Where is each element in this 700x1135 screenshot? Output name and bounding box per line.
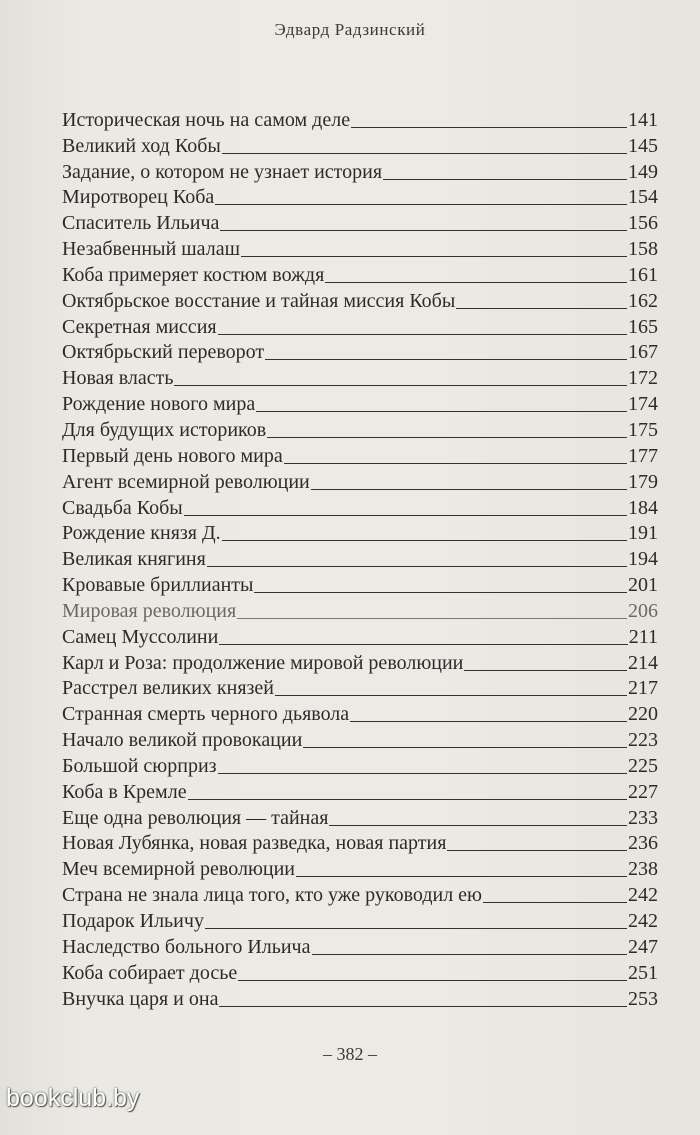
toc-entry <box>62 104 658 130</box>
toc-leader-line <box>237 618 627 619</box>
toc-entry-title: Подарок Ильичу <box>62 910 204 932</box>
toc-entry <box>62 879 658 905</box>
toc-entry-page: 217 <box>628 677 658 700</box>
toc-entry <box>62 156 658 182</box>
toc-leader-line <box>256 411 627 412</box>
toc-entry-title: Мировая революция <box>62 599 237 622</box>
toc-leader-line <box>296 876 627 877</box>
toc-entry <box>62 233 658 259</box>
toc-entry <box>62 414 658 440</box>
watermark: bookclub.by <box>6 1084 140 1112</box>
toc-entry-page: 233 <box>628 806 658 829</box>
toc-entry-title: Расстрел великих князей <box>62 677 275 700</box>
toc-entry-title: Кровавые бриллианты <box>62 574 254 597</box>
toc-entry <box>62 698 658 724</box>
toc-leader-line <box>222 153 627 154</box>
toc-entry <box>62 440 658 466</box>
toc-entry <box>62 853 658 879</box>
toc-leader-line <box>218 334 627 335</box>
toc-entry <box>62 595 658 621</box>
toc-leader-line <box>219 644 627 645</box>
toc-entry-page: 161 <box>628 263 658 286</box>
toc-leader-line <box>222 540 627 541</box>
toc-entry-title: Странная смерть черного дьявола <box>62 703 350 726</box>
table-of-contents <box>62 104 658 1009</box>
toc-entry-title: Агент всемирной революции <box>62 470 310 493</box>
toc-entry-page: 167 <box>628 341 658 364</box>
toc-entry-page: 251 <box>628 961 658 984</box>
toc-entry-page: 225 <box>628 754 658 777</box>
toc-leader-line <box>311 489 627 490</box>
toc-entry-page: 177 <box>628 444 658 467</box>
page-number: – 382 – <box>323 1044 377 1064</box>
toc-entry-title: Незабвенный шалаш <box>62 238 240 261</box>
toc-entry-page: 253 <box>628 987 658 1010</box>
toc-entry-page: 158 <box>628 238 658 261</box>
running-header-author: Эдвард Радзинский <box>274 20 426 39</box>
toc-entry-page: 194 <box>628 548 658 571</box>
toc-entry <box>62 724 658 750</box>
toc-entry <box>62 621 658 647</box>
toc-entry-page: 179 <box>628 470 658 493</box>
toc-entry-title: Меч всемирной революции <box>62 858 295 881</box>
toc-entry-title: Новая Лубянка, новая разведка, новая партия <box>62 832 447 855</box>
toc-entry-title: Начало великой провокации <box>62 729 303 752</box>
toc-entry-title: Страна не знала лица того, кто уже руководил ею <box>62 884 482 907</box>
toc-entry-page: 175 <box>628 418 658 441</box>
toc-entry <box>62 802 658 828</box>
toc-entry-title: Большой сюрприз <box>62 754 217 777</box>
toc-entry-page: 242 <box>628 884 658 907</box>
toc-entry <box>62 362 658 388</box>
toc-entry <box>62 957 658 983</box>
toc-entry-title: Спаситель Ильича <box>62 212 220 235</box>
toc-leader-line <box>464 670 627 671</box>
toc-leader-line <box>325 282 627 283</box>
toc-leader-line <box>184 515 627 516</box>
toc-entry-title: Коба примеряет костюм вождя <box>62 263 325 286</box>
toc-entry-title: Историческая ночь на самом деле <box>62 108 351 131</box>
toc-entry-page: 206 <box>628 599 658 622</box>
toc-entry-page: 238 <box>628 858 658 881</box>
toc-entry-title: Самец Муссолини <box>62 625 219 648</box>
toc-entry <box>62 311 658 337</box>
toc-leader-line <box>350 721 627 722</box>
toc-entry <box>62 828 658 854</box>
toc-entry-page: 172 <box>628 367 658 390</box>
toc-entry-title: Октябрьский переворот <box>62 341 265 364</box>
toc-entry-page: 220 <box>628 703 658 726</box>
toc-entry-title: Первый день нового мира <box>62 444 283 467</box>
toc-leader-line <box>303 747 627 748</box>
toc-entry-page: 201 <box>628 574 658 597</box>
toc-entry-title: Миротворец Коба <box>62 186 215 209</box>
toc-entry <box>62 182 658 208</box>
toc-leader-line <box>329 825 627 826</box>
toc-entry <box>62 207 658 233</box>
toc-entry-page: 156 <box>628 212 658 235</box>
toc-entry <box>62 569 658 595</box>
toc-entry-page: 149 <box>628 160 658 183</box>
toc-entry <box>62 647 658 673</box>
toc-entry-title: Задание, о котором не узнает история <box>62 160 383 183</box>
toc-entry <box>62 388 658 414</box>
toc-leader-line <box>188 799 627 800</box>
toc-entry-page: 141 <box>628 108 658 131</box>
toc-leader-line <box>483 902 627 903</box>
toc-leader-line <box>383 179 627 180</box>
toc-entry <box>62 518 658 544</box>
toc-leader-line <box>205 928 627 929</box>
toc-leader-line <box>312 954 628 955</box>
toc-entry-page: 162 <box>628 289 658 312</box>
toc-entry-page: 154 <box>628 186 658 209</box>
toc-leader-line <box>265 359 627 360</box>
toc-leader-line <box>456 308 627 309</box>
toc-entry-page: 236 <box>628 832 658 855</box>
toc-leader-line <box>284 463 627 464</box>
toc-entry-page: 145 <box>628 134 658 157</box>
toc-leader-line <box>215 204 627 205</box>
toc-entry-title: Коба собирает досье <box>62 961 238 984</box>
toc-entry-page: 211 <box>628 625 658 648</box>
toc-leader-line <box>218 773 627 774</box>
toc-entry <box>62 285 658 311</box>
toc-entry-page: 242 <box>628 910 658 932</box>
toc-entry <box>62 905 658 931</box>
toc-entry-page: 214 <box>628 651 658 674</box>
toc-entry <box>62 776 658 802</box>
toc-entry <box>62 337 658 363</box>
toc-leader-line <box>447 850 627 851</box>
toc-entry-title: Секретная миссия <box>62 315 217 338</box>
toc-leader-line <box>275 695 627 696</box>
toc-entry-title: Великая княгиня <box>62 548 206 571</box>
toc-entry <box>62 750 658 776</box>
toc-entry <box>62 931 658 957</box>
toc-entry-title: Внучка царя и она <box>62 987 219 1010</box>
toc-entry <box>62 543 658 569</box>
toc-entry-page: 191 <box>628 522 658 545</box>
toc-entry-page: 223 <box>628 729 658 752</box>
toc-leader-line <box>174 385 627 386</box>
toc-entry-title: Новая власть <box>62 367 174 390</box>
toc-entry <box>62 492 658 518</box>
toc-entry-page: 227 <box>628 780 658 803</box>
toc-entry <box>62 259 658 285</box>
toc-leader-line <box>238 980 627 981</box>
toc-entry-title: Октябрьское восстание и тайная миссия Кобы <box>62 289 456 312</box>
toc-leader-line <box>219 1006 627 1007</box>
toc-entry <box>62 130 658 156</box>
toc-leader-line <box>241 256 627 257</box>
toc-leader-line <box>220 230 627 231</box>
toc-entry-title: Для будущих историков <box>62 418 267 441</box>
toc-leader-line <box>254 592 627 593</box>
toc-entry <box>62 673 658 699</box>
toc-entry-title: Коба в Кремле <box>62 780 187 803</box>
toc-entry <box>62 983 658 1009</box>
toc-leader-line <box>207 566 627 567</box>
toc-leader-line <box>351 127 627 128</box>
toc-leader-line <box>267 437 627 438</box>
toc-entry-page: 184 <box>628 496 658 519</box>
toc-entry-title: Еще одна революция — тайная <box>62 806 329 829</box>
toc-entry-title: Рождение князя Д. <box>62 522 221 545</box>
toc-entry-title: Рождение нового мира <box>62 393 256 416</box>
toc-entry-title: Великий ход Кобы <box>62 134 221 157</box>
toc-entry-title: Свадьба Кобы <box>62 496 183 519</box>
toc-entry-page: 165 <box>628 315 658 338</box>
toc-entry-page: 174 <box>628 393 658 416</box>
toc-entry-title: Наследство больного Ильича <box>62 935 311 958</box>
toc-entry-title: Карл и Роза: продолжение мировой революции <box>62 651 464 674</box>
toc-entry <box>62 466 658 492</box>
toc-entry-page: 247 <box>628 935 658 958</box>
